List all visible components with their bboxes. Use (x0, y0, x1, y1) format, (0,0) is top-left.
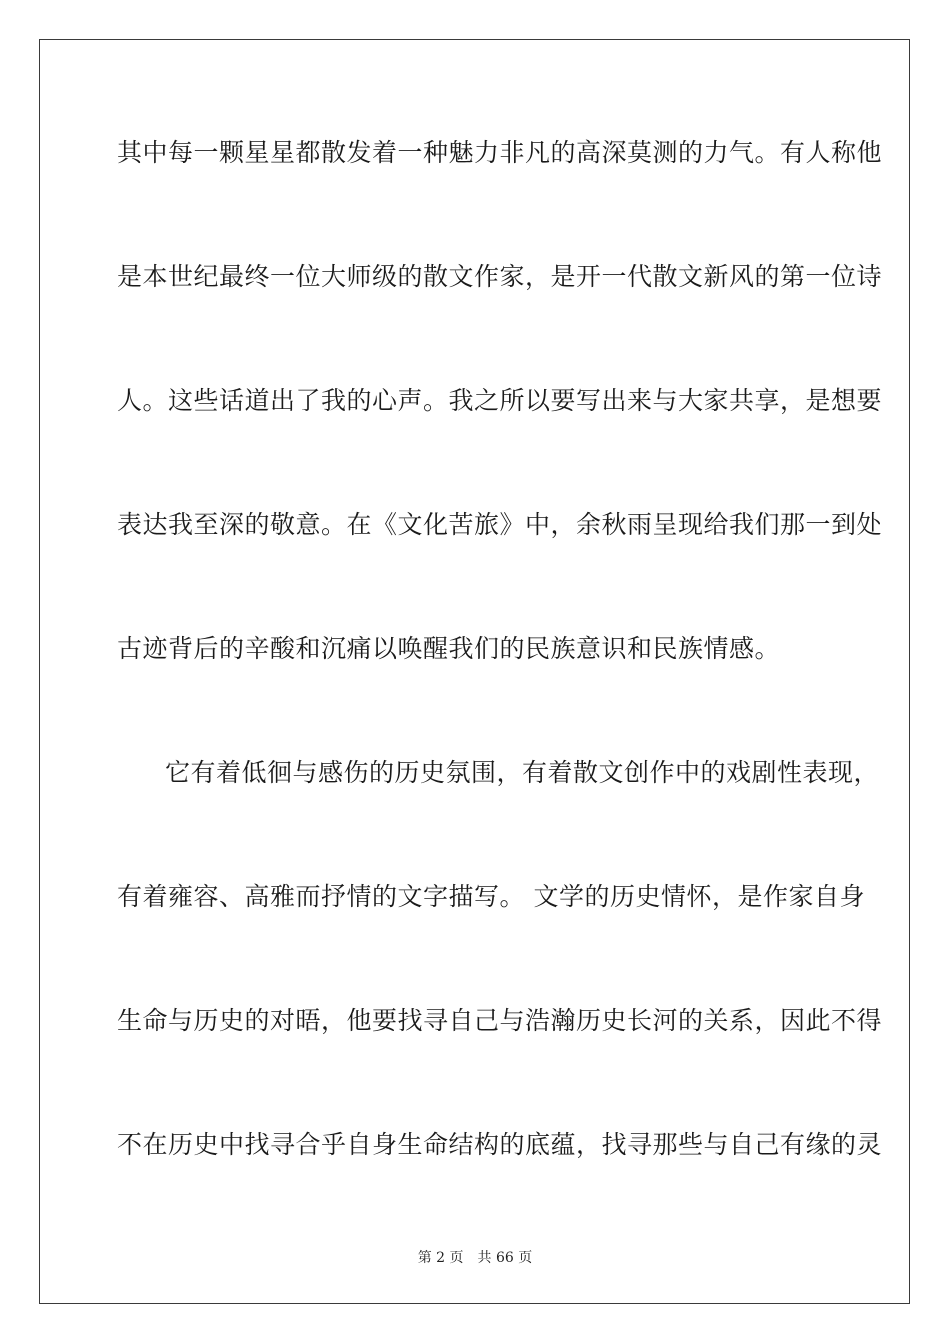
body-line-9: 不在历史中找寻合乎自身生命结构的底蕴，找寻那些与自己有缘的灵 (117, 1130, 883, 1159)
page-border (39, 39, 910, 1304)
body-line-7: 有着雍容、高雅而抒情的文字描写。 文学的历史情怀，是作家自身 (117, 882, 865, 911)
page-number: 第 2 页 (417, 1250, 464, 1266)
body-line-2: 是本世纪最终一位大师级的散文作家，是开一代散文新风的第一位诗 (117, 262, 883, 291)
body-line-1: 其中每一颗星星都散发着一种魅力非凡的高深莫测的力气。有人称他 (117, 138, 883, 167)
body-line-3: 人。这些话道出了我的心声。我之所以要写出来与大家共享，是想要 (117, 386, 883, 415)
body-line-8: 生命与历史的对晤，他要找寻自己与浩瀚历史长河的关系，因此不得 (117, 1006, 883, 1035)
body-line-5: 古迹背后的辛酸和沉痛以唤醒我们的民族意识和民族情感。 (117, 634, 781, 663)
page-footer (0, 1249, 950, 1267)
body-line-6: 它有着低徊与感伤的历史氛围，有着散文创作中的戏剧性表现， (165, 758, 880, 787)
body-line-4: 表达我至深的敬意。在《文化苦旅》中，余秋雨呈现给我们那一到处 (117, 510, 883, 539)
page-total: 共 66 页 (477, 1250, 533, 1266)
